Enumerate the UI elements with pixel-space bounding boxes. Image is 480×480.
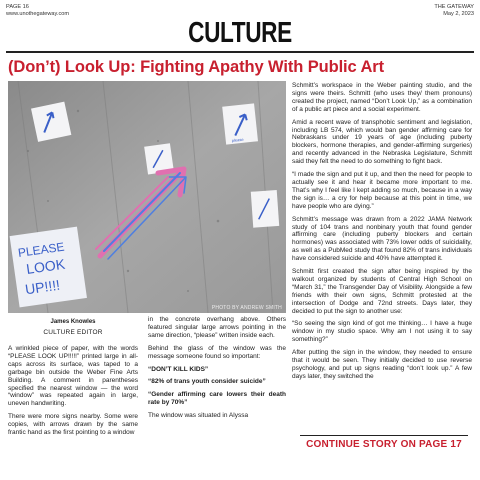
paragraph: Schmitt’s message was drawn from a 2022 JAMA Network study of 104 trans and nonbinary youth that found gender affirming care (including puberty blockers and certain hormones) was associated with 73% lower odds of suicidality, as well as a PubMed study that found 82% of trans individuals have considered suicide and 40% have attempted it. [292, 215, 472, 263]
header-right [434, 4, 474, 17]
byline [8, 318, 138, 338]
header-rule [6, 51, 474, 53]
section-title: CULTURE [188, 17, 292, 49]
paragraph: The window was situated in Alyssa [148, 412, 249, 420]
header-left [6, 4, 69, 17]
author-role: CULTURE EDITOR [43, 329, 103, 336]
paragraph: Schmitt first created the sign after being inspired by the walkout organized by students of Central High School on “March 31,” the Transgender Day of Visibility. Alongside a few friends with their own signs, Schmitt protested at the intersection of Dodge and 72nd streets. Days later, they decided to put the sign to another use: [292, 268, 472, 315]
issue-date: May 2, 2023 [443, 10, 474, 17]
window-message-1: “DON’T KILL KIDS” [148, 365, 209, 373]
paragraph: Behind the glass of the window was the message someone found so important: [148, 344, 286, 360]
paper-name: THE GATEWAY [434, 4, 474, 10]
paragraph: in the concrete overhang above. Others featured singular large arrows pointing in the same direction, “please” written inside each. [148, 316, 286, 339]
article-column-3 [292, 82, 472, 386]
article-column-1 [8, 345, 138, 442]
paragraph: A wrinkled piece of paper, with the words “PLEASE LOOK UP!!!!!” printed large in all-caps across its surface, was taped to a garbage bin outside the Weber Fine Arts Building. A comment in parentheses specified the nearest window — the word “window” was repeated again in large, uneven handwriting. [8, 345, 138, 408]
paragraph: Amid a recent wave of transphobic sentiment and legislation, including LB 574, which would ban gender affirming care for Nebraskans under 19 years of age (including puberty blockers, hormone therapies, and gender-affirming surgeries) and recently advanced in the Nebraska Legislature, Schmitt said they felt the need to do something to fight back. [292, 118, 472, 166]
photo-credit: PHOTO BY ANDREW SMITH [211, 305, 282, 311]
window-message-2: “82% of trans youth consider suicide” [148, 378, 266, 386]
site-url[interactable]: www.unothegateway.com [6, 10, 70, 17]
article-photo [8, 81, 286, 313]
sign-text-2: LOOK [25, 255, 66, 277]
sign-text-3: UP!!!! [24, 276, 61, 298]
article-column-2 [148, 316, 286, 425]
window-message-3: “Gender affirming care lowers their death rate by 70%” [148, 391, 286, 407]
paragraph: “I made the sign and put it up, and then the need for people to actually see it and hear it became more important to me. That’s why I feel like I kept adding so much, because in a way the sign is… a cry for help because at this point in time, we have people who are dying.” [292, 171, 472, 210]
paragraph: Schmitt’s workspace in the Weber painting studio, and the signs were theirs. Schmitt (who uses they/ them pronouns) created the project, named “Don’t Look Up,” as a combination of a public art piece and a social experiment. [292, 82, 472, 113]
page-number: PAGE 16 [6, 4, 29, 10]
paragraph: After putting the sign in the window, they needed to ensure that it would be seen. They initially decided to use reverse psychology, and put up signs reading “don’t look up.” A few days later, they switched the [292, 349, 472, 380]
svg-text:please: please [231, 136, 244, 143]
author-name: James Knowles [50, 319, 96, 325]
continue-story-link[interactable]: CONTINUE STORY ON PAGE 17 [300, 435, 468, 450]
paragraph: “So seeing the sign kind of got me thinking… I have a huge window in my studio space. Why am I not using it to say something?” [292, 320, 472, 344]
sign-text-1: PLEASE [17, 239, 66, 260]
paragraph: There were more signs nearby. Some were copies, with arrows drawn by the same frantic hand as the first pointing to a window [8, 413, 138, 437]
article-headline: (Don’t) Look Up: Fighting Apathy With Public Art [8, 58, 385, 76]
photo-illustration [8, 81, 286, 313]
